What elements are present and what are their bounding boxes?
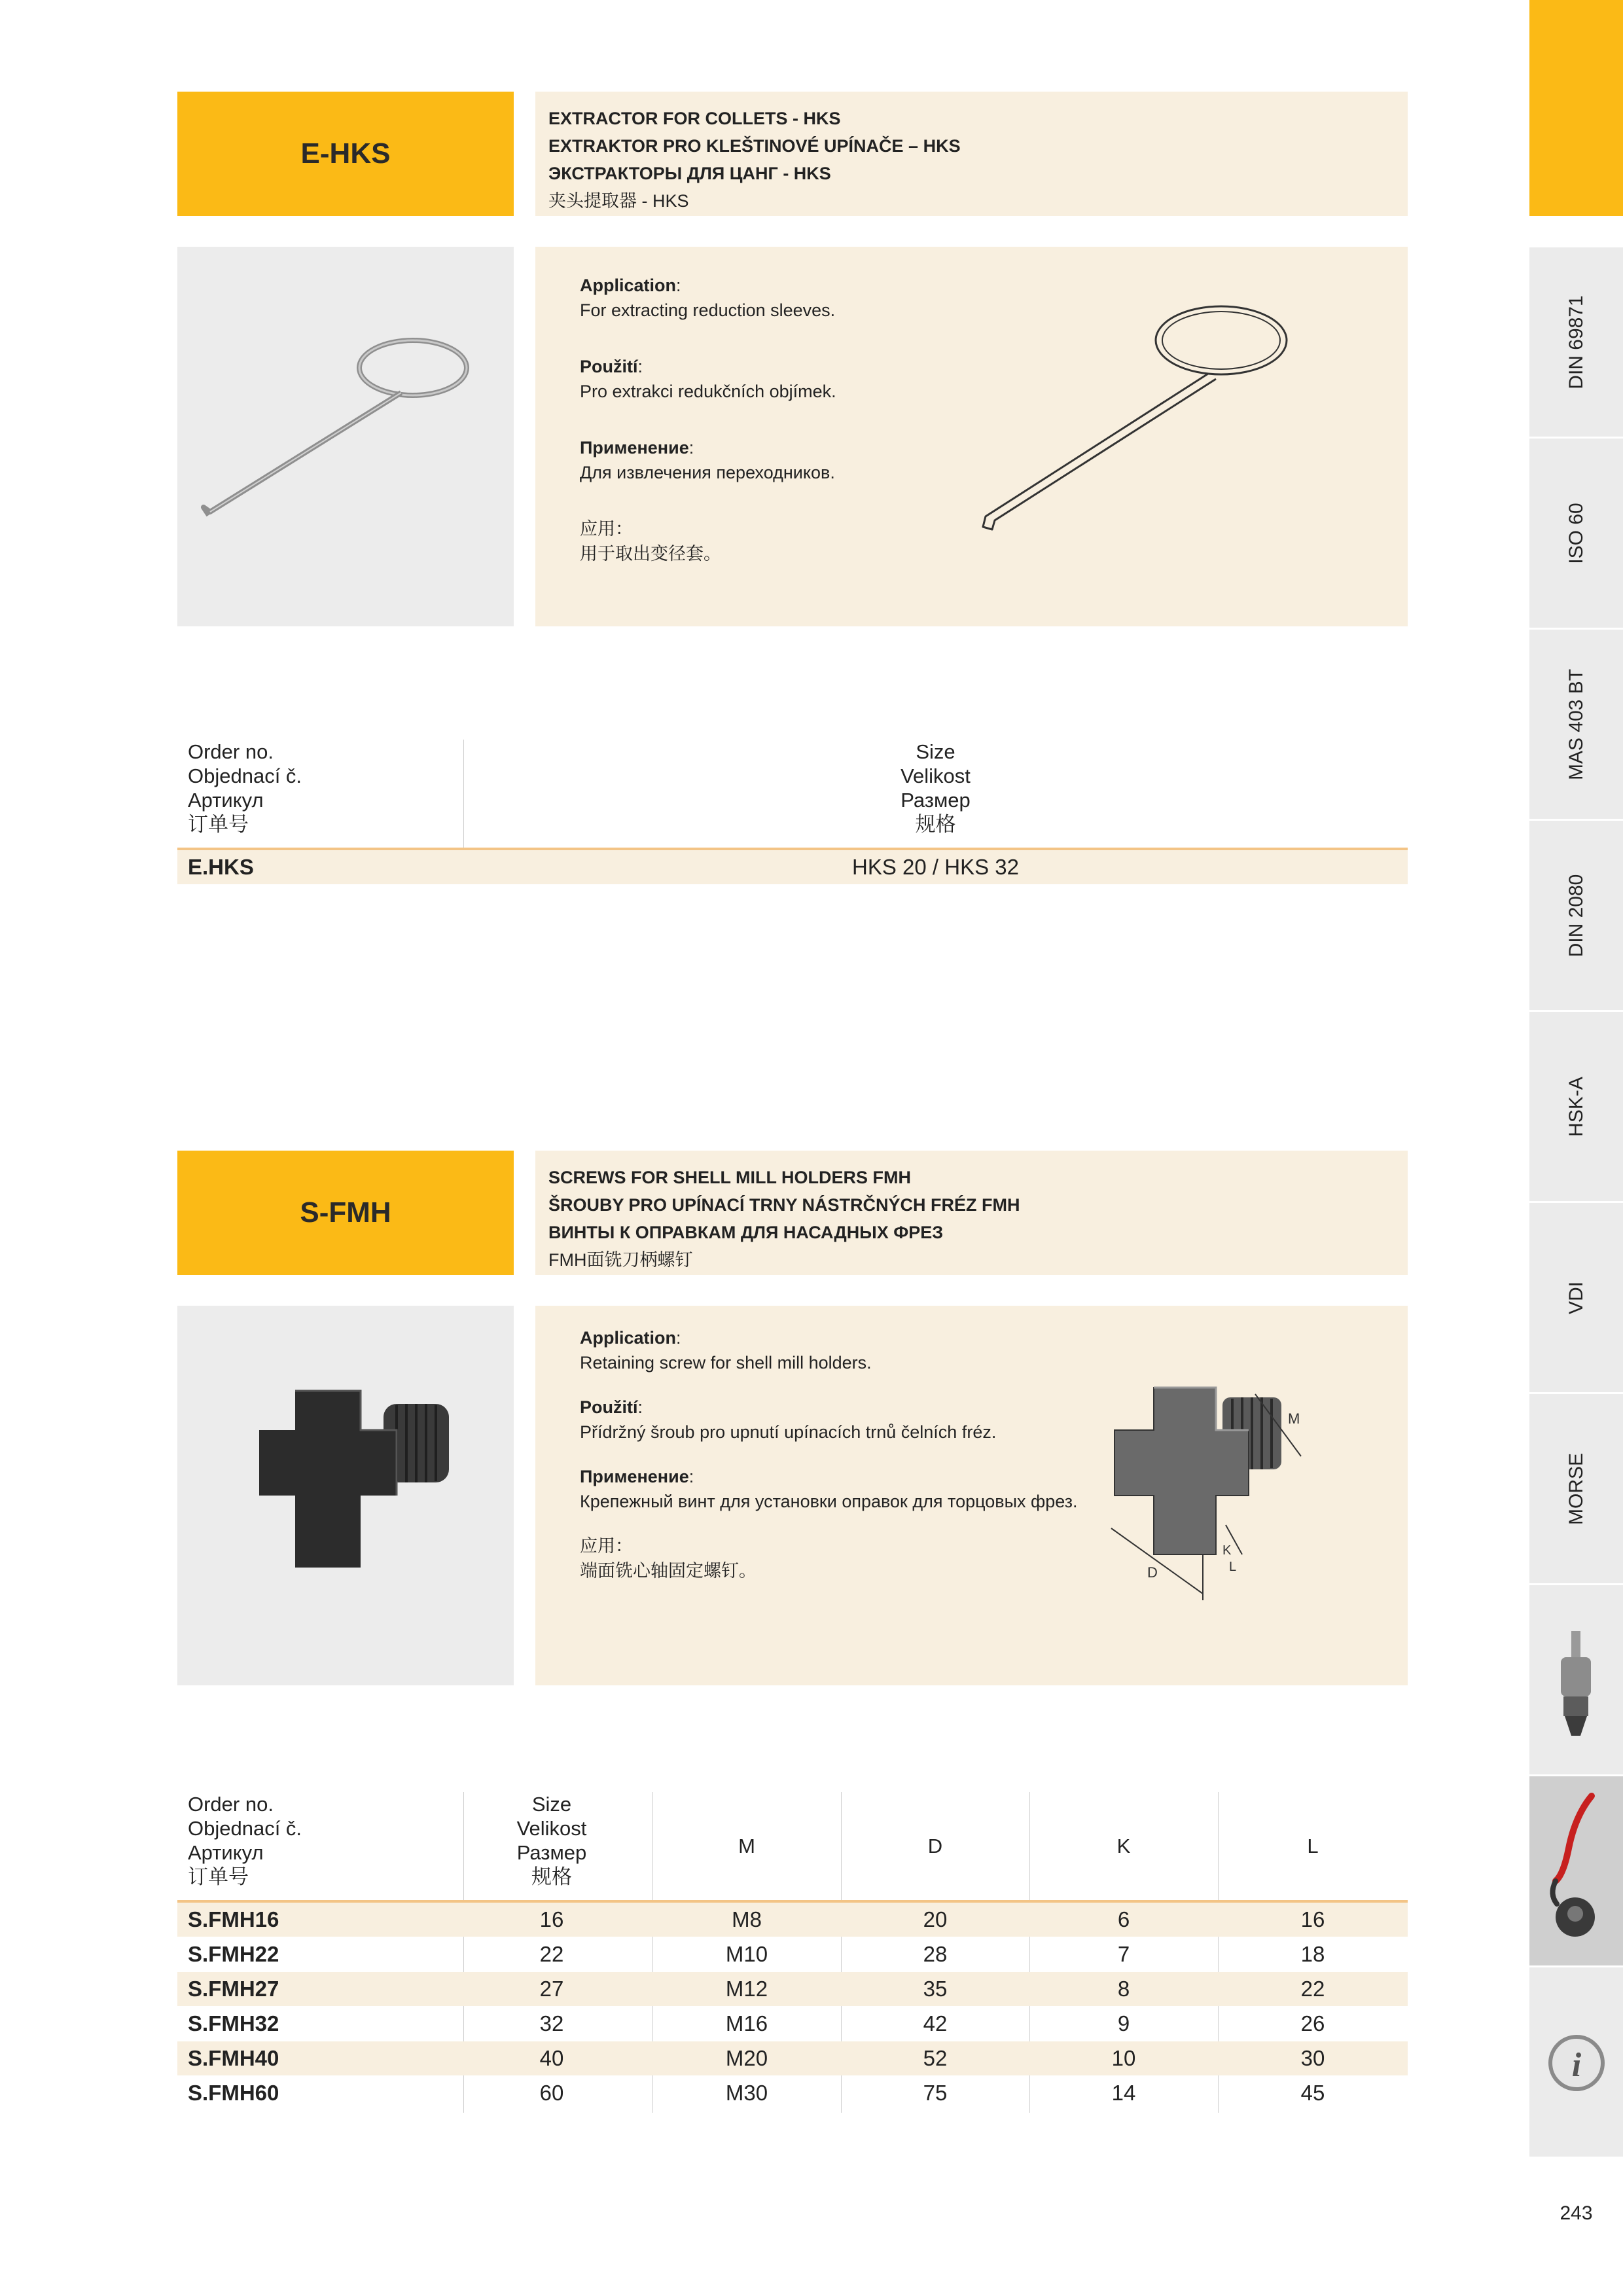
order-table-header — [177, 740, 1408, 848]
k-value: 7 — [1117, 1942, 1130, 1966]
dim-label-k: K — [1222, 1543, 1232, 1558]
application-text-cz: Pro extrakci redukčních objímek. — [580, 382, 836, 401]
sidebar-tab-morse[interactable] — [1529, 1394, 1623, 1585]
sidebar-tab-din69871[interactable] — [1529, 247, 1623, 439]
size-value: HKS 20 / HKS 32 — [852, 855, 1019, 879]
dim-label-m: M — [1288, 1410, 1300, 1427]
application-heading-en: Application — [580, 1328, 676, 1348]
header-order-no: Order no. Objednací č. Артикул 订单号 — [188, 740, 302, 836]
application-text-ru: Крепежный винт для установки оправок для торцовых фрез. — [580, 1492, 1078, 1511]
title-ru: ЭКСТРАКТОРЫ ДЛЯ ЦАНГ - HKS — [548, 164, 831, 183]
product-code-box — [177, 1151, 514, 1275]
d-value: 35 — [923, 1977, 948, 2001]
m-value: M20 — [725, 2046, 768, 2070]
header-size: Size Velikost Размер 规格 — [516, 1793, 587, 1888]
m-value: M8 — [732, 1907, 762, 1931]
l-value: 30 — [1300, 2046, 1325, 2070]
application-heading-cn: 应用 — [580, 1536, 615, 1556]
size-value: 32 — [539, 2011, 564, 2036]
cross-screw-photo — [177, 1306, 514, 1685]
title-ru: ВИНТЫ К ОПРАВКАМ ДЛЯ НАСАДНЫХ ФРЕЗ — [548, 1223, 944, 1242]
m-value: M16 — [725, 2011, 768, 2036]
extractor-wire-photo — [177, 247, 514, 626]
size-value: 22 — [539, 1942, 564, 1966]
title-cn: 夹头提取器 - HKS — [548, 191, 689, 211]
application-heading-cn: 应用 — [580, 519, 615, 539]
table-row — [177, 850, 1408, 884]
order-code: S.FMH32 — [188, 2011, 279, 2036]
order-code: E.HKS — [188, 855, 254, 879]
sidebar-tab-drill-chuck[interactable] — [1529, 1585, 1623, 1776]
d-value: 28 — [923, 1942, 948, 1966]
d-value: 20 — [923, 1907, 948, 1931]
d-value: 52 — [923, 2046, 948, 2070]
wrench-nut-icon — [1529, 1776, 1623, 1967]
d-value: 75 — [923, 2081, 948, 2105]
svg-text:i: i — [1571, 2047, 1582, 2084]
application-text-en: Retaining screw for shell mill holders. — [580, 1353, 872, 1372]
title-cn: FMH面铣刀柄螺钉 — [548, 1250, 693, 1270]
screw-dimension-drawing — [1092, 1358, 1380, 1646]
application-text-ru: Для извлечения переходников. — [580, 463, 835, 482]
dim-label-d: D — [1147, 1564, 1158, 1581]
sidebar-tab-iso60[interactable] — [1529, 439, 1623, 630]
size-value: 60 — [539, 2081, 564, 2105]
tab-label: MAS 403 BT — [1565, 668, 1587, 780]
size-value: 16 — [539, 1907, 564, 1931]
table-row — [177, 2007, 1408, 2041]
application-box: Application: Retaining screw for shell mill holders. Použití: Přídržný šroub pro upnutí upínacích trnů čelních fréz. Применение: Крепежный винт для установки оправок для торцовых фрез. 应用： 端面铣心轴固定螺钉。 M D K L — [535, 1306, 1408, 1685]
title-en: SCREWS FOR SHELL MILL HOLDERS FMH — [548, 1168, 912, 1187]
application-text-en: For extracting reduction sleeves. — [580, 300, 836, 320]
info-icon — [1529, 1967, 1623, 2159]
tab-label: MORSE — [1565, 1452, 1587, 1525]
tab-label: DIN 69871 — [1565, 295, 1587, 389]
header-k: K — [1116, 1835, 1131, 1857]
application-heading-cz: Použití — [580, 1397, 638, 1417]
title-en: EXTRACTOR FOR COLLETS - HKS — [548, 109, 841, 128]
product-title-box — [535, 92, 1408, 216]
sidebar-tab-mas403bt[interactable] — [1529, 630, 1623, 821]
product-title-box — [535, 1151, 1408, 1275]
application-text-cz: Přídržný šroub pro upnutí upínacích trnů čelních fréz. — [580, 1422, 997, 1442]
tab-label: HSK-A — [1565, 1076, 1587, 1137]
table-row — [177, 1903, 1408, 1937]
header-d: D — [927, 1835, 943, 1857]
extractor-line-drawing — [961, 286, 1366, 587]
l-value: 45 — [1300, 2081, 1325, 2105]
product-code: S-FMH — [300, 1196, 391, 1229]
l-value: 22 — [1300, 1977, 1325, 2001]
application-heading-ru: Применение — [580, 1467, 689, 1486]
order-code: S.FMH16 — [188, 1907, 279, 1931]
tab-label: DIN 2080 — [1565, 874, 1587, 957]
header-l: L — [1307, 1835, 1319, 1857]
order-code: S.FMH60 — [188, 2081, 279, 2105]
drill-chuck-icon — [1529, 1585, 1623, 1776]
order-code: S.FMH22 — [188, 1942, 279, 1966]
k-value: 8 — [1117, 1977, 1130, 2001]
order-table-header — [177, 1792, 1408, 1900]
product-photo — [177, 1306, 514, 1685]
application-heading-en: Application — [580, 276, 676, 295]
header-size: Size Velikost Размер 规格 — [901, 740, 971, 836]
application-box: Application: For extracting reduction sleeves. Použití: Pro extrakci redukčních objímek. Применение: Для извлечения переходников. 应用： 用于取出变径套。 — [535, 247, 1408, 626]
sidebar-tab-info[interactable] — [1529, 1967, 1623, 2159]
m-value: M10 — [725, 1942, 768, 1966]
tab-label: ISO 60 — [1565, 502, 1587, 564]
table-row — [177, 1972, 1408, 2006]
l-value: 26 — [1300, 2011, 1325, 2036]
size-value: 40 — [539, 2046, 564, 2070]
table-row — [177, 1937, 1408, 1971]
sidebar-tab-din2080[interactable] — [1529, 821, 1623, 1012]
k-value: 6 — [1117, 1907, 1130, 1931]
table-row — [177, 2041, 1408, 2075]
application-text-cn: 用于取出变径套。 — [580, 544, 721, 564]
tab-label: VDI — [1565, 1281, 1587, 1314]
product-photo — [177, 247, 514, 626]
m-value: M30 — [725, 2081, 768, 2105]
d-value: 42 — [923, 2011, 948, 2036]
product-code: E-HKS — [300, 137, 391, 170]
application-heading-ru: Применение — [580, 438, 689, 457]
l-value: 18 — [1300, 1942, 1325, 1966]
title-cz: EXTRAKTOR PRO KLEŠTINOVÉ UPÍNAČE – HKS — [548, 136, 961, 156]
m-value: M12 — [725, 1977, 768, 2001]
table-row — [177, 2076, 1408, 2110]
product-code-box — [177, 92, 514, 216]
page-number: 243 — [1560, 2202, 1593, 2224]
application-heading-cz: Použití — [580, 357, 638, 376]
sidebar-tab-hsk-a[interactable] — [1529, 1012, 1623, 1203]
header-order-no: Order no. Objednací č. Артикул 订单号 — [188, 1793, 302, 1888]
size-value: 27 — [539, 1977, 564, 2001]
k-value: 10 — [1111, 2046, 1136, 2070]
dim-label-l: L — [1229, 1560, 1237, 1574]
k-value: 9 — [1117, 2011, 1130, 2036]
order-code: S.FMH27 — [188, 1977, 279, 2001]
sidebar-tab-vdi[interactable] — [1529, 1203, 1623, 1394]
l-value: 16 — [1300, 1907, 1325, 1931]
header-m: M — [738, 1835, 755, 1857]
application-text-cn: 端面铣心轴固定螺钉。 — [580, 1561, 757, 1581]
sidebar-top-accent — [1529, 0, 1623, 216]
k-value: 14 — [1111, 2081, 1136, 2105]
sidebar-tab-wrench[interactable] — [1529, 1776, 1623, 1967]
order-code: S.FMH40 — [188, 2046, 279, 2070]
title-cz: ŠROUBY PRO UPÍNACÍ TRNY NÁSTRČNÝCH FRÉZ FMH — [548, 1195, 1020, 1215]
